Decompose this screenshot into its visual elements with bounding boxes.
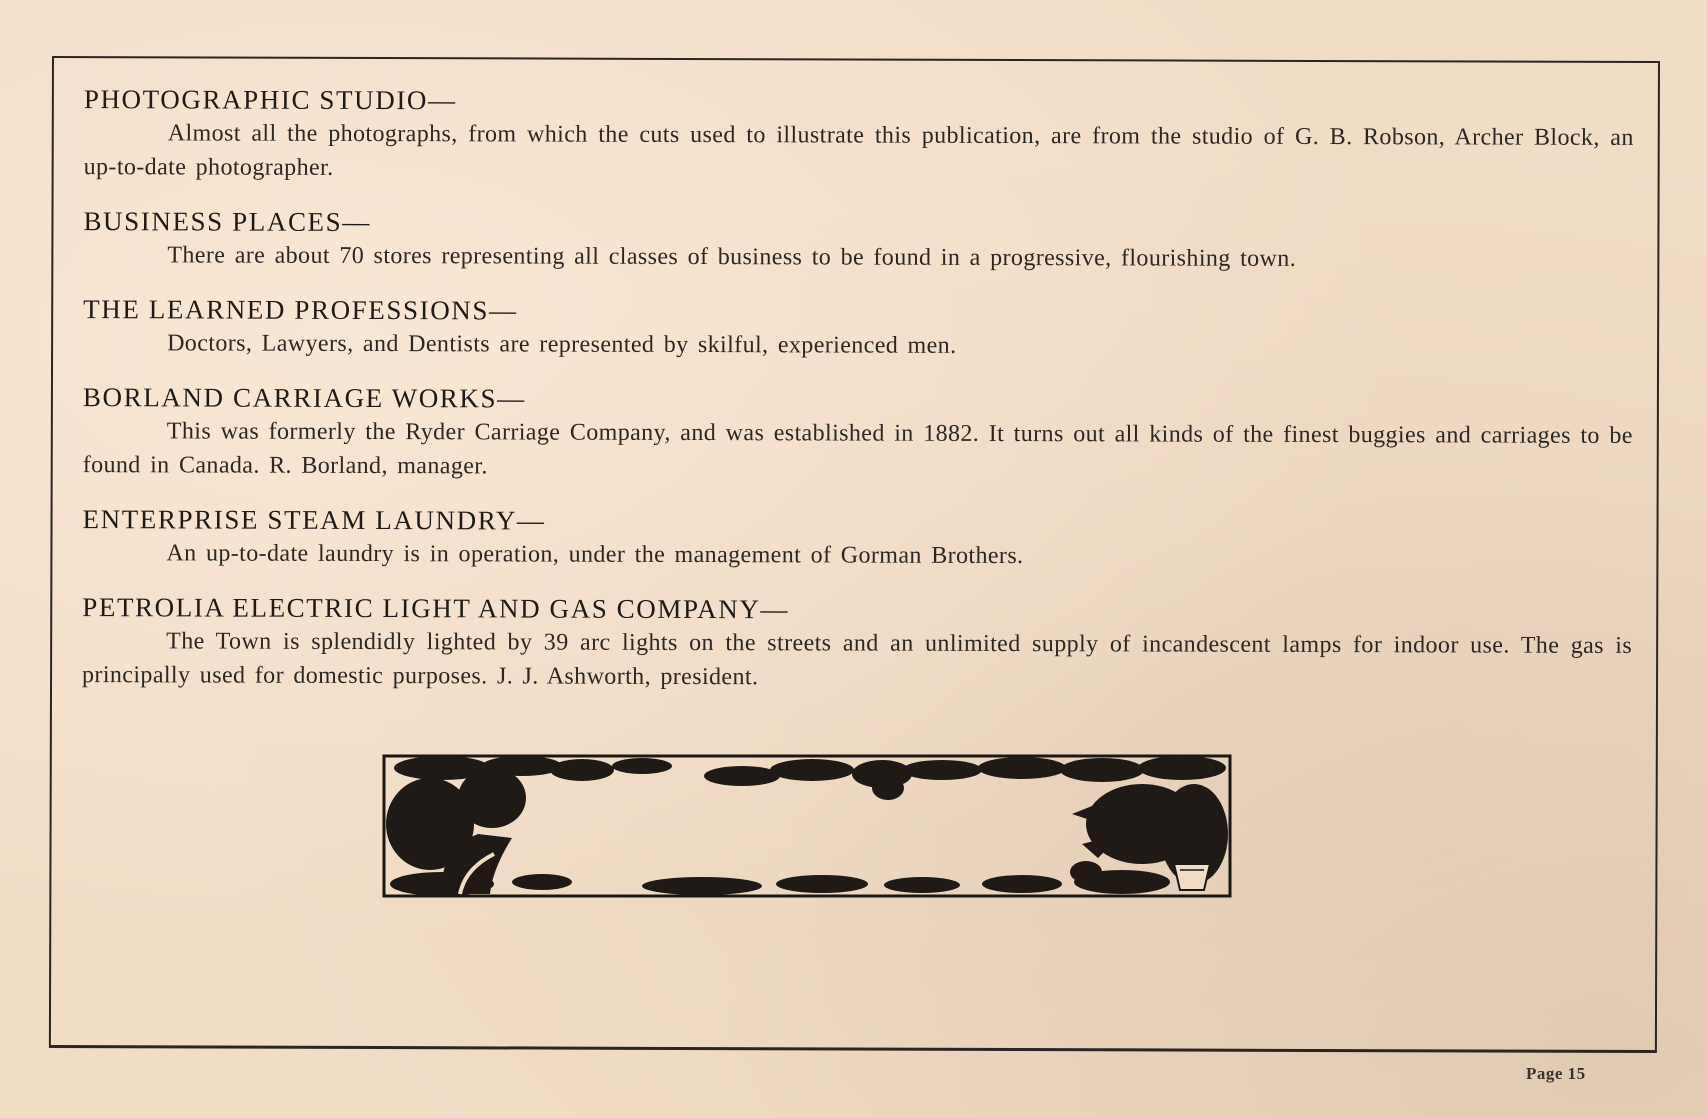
section-list	[82, 82, 1634, 717]
section-enterprise-steam-laundry	[82, 502, 1632, 575]
section-heading: BUSINESS PLACES—	[83, 206, 371, 238]
section-heading: PHOTOGRAPHIC STUDIO—	[83, 84, 457, 116]
page-border-frame	[49, 56, 1660, 1053]
section-heading: PETROLIA ELECTRIC LIGHT AND GAS COMPANY—	[82, 592, 790, 625]
section-text: This was formerly the Ryder Carriage Company, and was established in 1882. It turns out all kinds of the finest buggies and carriages to be found in Canada. R. Borland, manager.	[82, 418, 1633, 480]
section-text: The Town is splendidly lighted by 39 arc lights on the streets and an unlimited supply of incandescent lamps for indoor use. The gas is principally used for domestic purposes. J. J. Ashworth, president.	[82, 628, 1633, 691]
section-text: Almost all the photographs, from which the cuts used to illustrate this publication, are from the studio of G. B. Robson, Archer Block, an up-to-date photographer.	[83, 120, 1634, 181]
section-borland-carriage-works	[83, 380, 1633, 487]
floral-ornament-banner	[382, 754, 1232, 898]
section-text: An up-to-date laundry is in operation, under the management of Gorman Brothers.	[166, 540, 1024, 570]
section-text: Doctors, Lawyers, and Dentists are represented by skilful, experienced men.	[167, 330, 957, 359]
section-photographic-studio	[84, 82, 1634, 189]
foliage-bottom-border	[390, 870, 1170, 896]
section-heading: ENTERPRISE STEAM LAUNDRY—	[82, 504, 546, 536]
section-text: There are about 70 stores representing all classes of business to be found in a progressive, flourishing town.	[167, 242, 1297, 272]
section-heading: BORLAND CARRIAGE WORKS—	[82, 382, 526, 414]
section-petrolia-electric	[82, 590, 1632, 697]
section-heading: THE LEARNED PROFESSIONS—	[83, 294, 518, 326]
page-number: Page 15	[1526, 1064, 1586, 1083]
potted-plant-left	[386, 768, 526, 894]
section-business-places	[83, 204, 1633, 277]
section-learned-professions	[83, 292, 1633, 365]
